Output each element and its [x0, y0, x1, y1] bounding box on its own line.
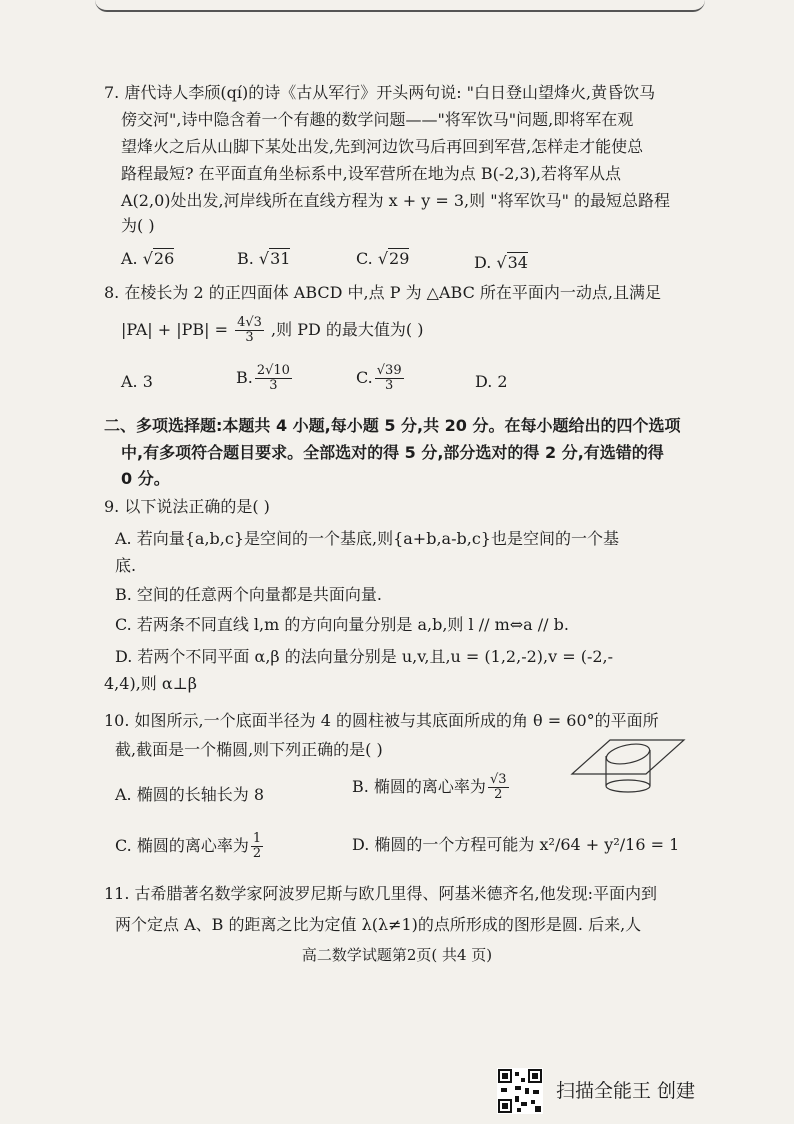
q8-option-d: D. 2 [475, 372, 508, 391]
scanner-watermark: 扫描全能王 创建 [556, 1080, 696, 1102]
q10-option-c-den: 2 [252, 846, 262, 861]
q9-option-a-line2: 底. [115, 556, 137, 575]
q8-option-b [236, 364, 294, 393]
q7-option-c: C. √29 [356, 249, 410, 268]
q8-vector-sum: |PA| + |PB| = [121, 320, 229, 339]
q9-option-b: B. 空间的任意两个向量都是共面向量. [115, 585, 383, 604]
q11-line2: 两个定点 A、B 的距离之比为定值 λ(λ≠1)的点所形成的图形是圆. 后来,人 [115, 915, 642, 934]
q10-option-b [352, 773, 511, 802]
q7-line4: 路程最短? 在平面直角坐标系中,设军营所在地为点 B(-2,3),若将军从点 [121, 164, 622, 183]
q8-condition [121, 316, 423, 345]
q8-fraction-den: 3 [245, 330, 254, 345]
q7-option-b-value: 31 [270, 249, 291, 268]
q9-stem: 9. 以下说法正确的是( ) [104, 497, 270, 516]
q7-option-c-value: 29 [389, 249, 410, 268]
q8-option-b-fraction [255, 364, 292, 393]
q8-line1: 8. 在棱长为 2 的正四面体 ABCD 中,点 P 为 △ABC 所在平面内一动点,且满足 [104, 283, 661, 302]
page-top-edge [95, 0, 705, 12]
page-footer: 高二数学试题第2页( 共4 页) [301, 946, 493, 964]
q10-option-b-den: 2 [494, 787, 503, 802]
q7-line1: 7. 唐代诗人李颀(qí)的诗《古从军行》开头两句说: "白日登山望烽火,黄昏饮马 [104, 83, 656, 102]
q7-option-c-label: C. [356, 249, 373, 268]
q7-line3: 望烽火之后从山脚下某处出发,先到河边饮马后再回到军营,怎样走才能使总 [121, 137, 644, 156]
q10-line1: 10. 如图所示,一个底面半径为 4 的圆柱被与其底面所成的角 θ = 60°的平面所 [104, 711, 659, 730]
q8-option-a: A. 3 [121, 372, 153, 391]
q9-option-c: C. 若两条不同直线 l,m 的方向向量分别是 a,b,则 l // m⇔a // b. [115, 615, 569, 634]
cylinder-section-diagram [568, 728, 688, 798]
qr-code-icon [497, 1068, 543, 1114]
q10-option-c-fraction [251, 832, 263, 861]
q11-line1: 11. 古希腊著名数学家阿波罗尼斯与欧几里得、阿基米德齐名,他发现:平面内到 [104, 884, 658, 903]
q7-option-d: D. √34 [474, 253, 528, 272]
q7-line2: 傍交河",诗中隐含着一个有趣的数学问题——"将军饮马"问题,即将军在观 [121, 110, 634, 129]
q10-option-b-num: √3 [489, 772, 507, 787]
q8-question: ,则 PD 的最大值为( ) [271, 320, 424, 339]
q7-option-b: B. √31 [237, 249, 291, 268]
q7-option-a-value: 26 [153, 249, 175, 268]
section2-line2: 中,有多项符合题目要求。全部选对的得 5 分,部分选对的得 2 分,有选错的得 [121, 443, 664, 462]
q9-option-d-line2: 4,4),则 α⊥β [104, 674, 197, 693]
q10-option-c-label: C. 椭圆的离心率为 [115, 836, 249, 855]
q8-option-b-den: 3 [269, 378, 278, 393]
q8-option-c [356, 364, 406, 393]
q10-option-c-num: 1 [252, 831, 262, 846]
q10-line2: 截,截面是一个椭圆,则下列正确的是( ) [115, 740, 383, 759]
q9-option-a-line1: A. 若向量{a,b,c}是空间的一个基底,则{a+b,a-b,c}也是空间的一个基 [115, 529, 619, 548]
q8-option-b-label: B. [236, 368, 253, 387]
q7-option-d-value: 34 [507, 253, 528, 272]
q7-line5: A(2,0)处出发,河岸线所在直线方程为 x + y = 3,则 "将军饮马" 的最短总路程 [121, 191, 671, 210]
q7-option-b-label: B. [237, 249, 254, 268]
q10-option-d-equation: x²/64 + y²/16 = 1 [539, 835, 680, 854]
q10-option-b-label: B. 椭圆的离心率为 [352, 777, 486, 796]
q10-option-d [352, 832, 679, 858]
q10-option-a: A. 椭圆的长轴长为 8 [115, 785, 264, 804]
q9-option-d-line1: D. 若两个不同平面 α,β 的法向量分别是 u,v,且,u = (1,2,-2),v = (-2,- [115, 647, 614, 666]
q7-option-a: A. √26 [121, 249, 175, 268]
q8-fraction [235, 316, 264, 345]
q10-option-d-label: D. 椭圆的一个方程可能为 [352, 835, 535, 854]
q7-line6: 为( ) [121, 216, 155, 235]
q10-option-b-fraction [488, 773, 509, 802]
q7-option-d-label: D. [474, 253, 492, 272]
section2-line1: 二、多项选择题:本题共 4 小题,每小题 5 分,共 20 分。在每小题给出的四个选项 [104, 416, 681, 435]
q10-option-c [115, 832, 265, 861]
q8-fraction-num: 4√3 [237, 315, 262, 330]
q8-option-c-fraction [375, 364, 404, 393]
q8-option-b-num: 2√10 [256, 363, 290, 378]
q7-option-a-label: A. [121, 249, 138, 268]
q8-option-c-den: 3 [385, 378, 394, 393]
section2-line3: 0 分。 [121, 469, 170, 488]
q8-option-c-label: C. [356, 368, 373, 387]
q8-option-c-num: √39 [376, 363, 402, 378]
